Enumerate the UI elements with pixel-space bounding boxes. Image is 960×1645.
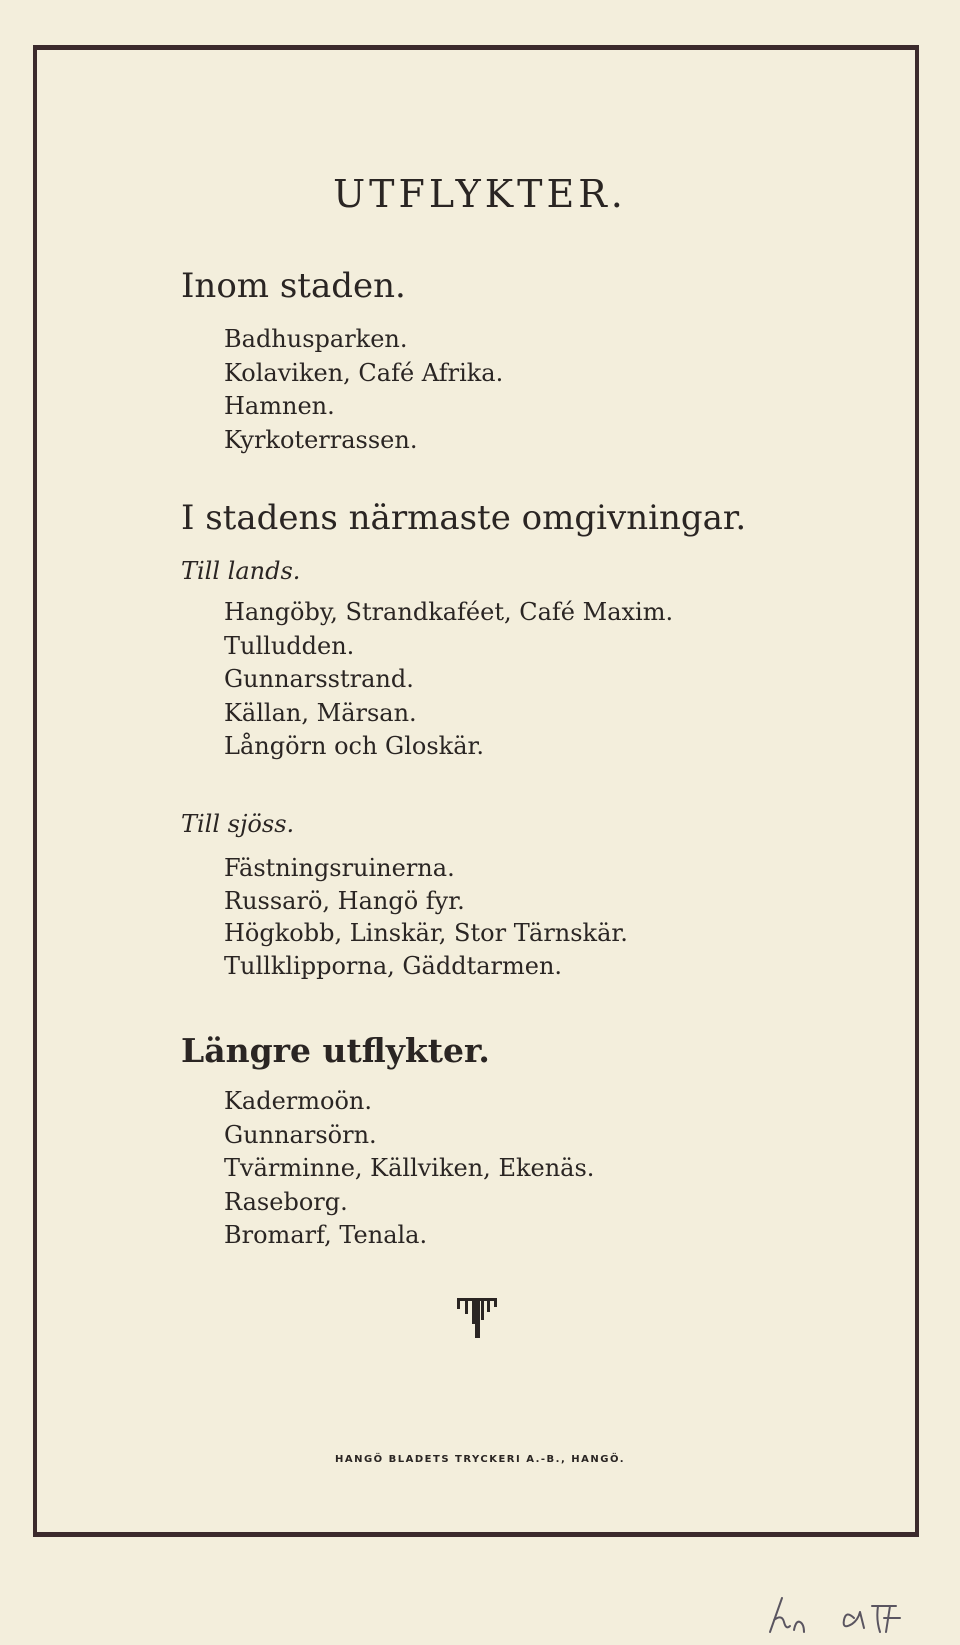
subheading-till-sjoss: Till sjöss. — [181, 810, 295, 838]
printer-imprint: HANGÖ BLADETS TRYCKERI A.-B., HANGÖ. — [334, 1454, 626, 1465]
list-item: Källan, Märsan. — [224, 698, 417, 727]
subheading-till-lands: Till lands. — [181, 557, 301, 585]
list-till-sjoss — [224, 852, 628, 982]
section-heading-inom-staden: Inom staden. — [181, 266, 406, 306]
list-item: Gunnarsörn. — [224, 1120, 377, 1149]
list-item: Kyrkoterrassen. — [224, 425, 418, 454]
list-item: Fästningsruinerna. — [224, 854, 455, 882]
list-inom-staden — [224, 323, 503, 457]
list-item: Gunnarsstrand. — [224, 665, 414, 693]
list-item: Tvärminne, Källviken, Ekenäs. — [224, 1154, 595, 1182]
list-item: Kolaviken, Café Afrika. — [224, 358, 504, 387]
page-title: UTFLYKTER. — [333, 172, 627, 216]
list-till-lands — [224, 596, 673, 764]
list-item: Långörn och Gloskär. — [224, 732, 484, 760]
list-item: Bromarf, Tenala. — [224, 1221, 428, 1249]
list-langre-utflykter — [224, 1085, 594, 1253]
section-heading-narmaste: I stadens närmaste omgivningar. — [181, 498, 747, 538]
list-item: Raseborg. — [224, 1187, 348, 1216]
list-item: Hamnen. — [224, 392, 335, 420]
list-item: Högkobb, Linskär, Stor Tärnskär. — [224, 919, 628, 947]
handwritten-note — [760, 1590, 940, 1640]
list-item: Hangöby, Strandkaféet, Café Maxim. — [224, 598, 674, 626]
list-item: Tullklipporna, Gäddtarmen. — [224, 951, 563, 980]
list-item: Tulludden. — [224, 631, 355, 660]
list-item: Russarö, Hangö fyr. — [224, 886, 465, 915]
list-item: Kadermoön. — [224, 1087, 373, 1115]
section-heading-langre-utflykter: Längre utflykter. — [181, 1031, 490, 1070]
list-item: Badhusparken. — [224, 325, 408, 353]
printer-ornament-icon — [455, 1296, 499, 1340]
